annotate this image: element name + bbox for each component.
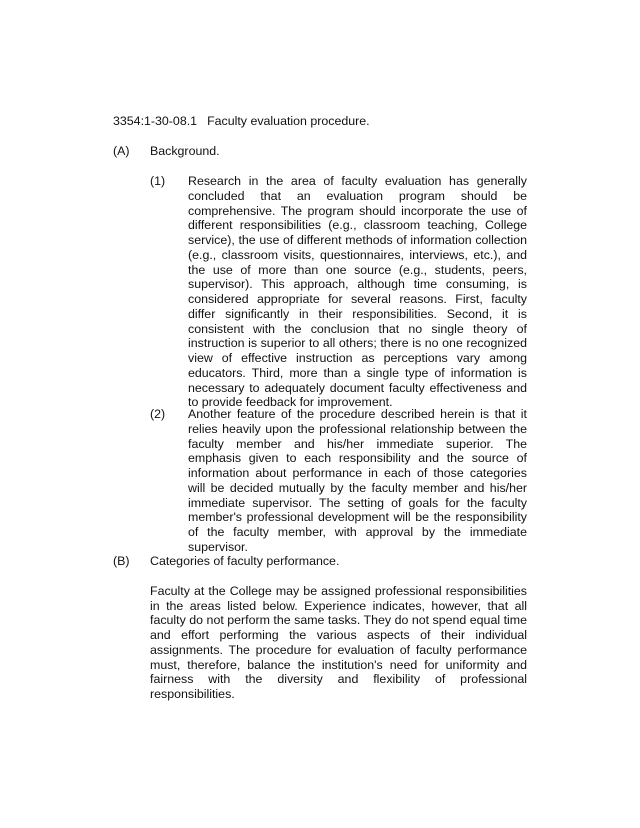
paragraph-a2-number: (2) xyxy=(150,407,166,421)
rule-number: 3354:1-30-08.1 xyxy=(113,114,198,128)
section-b-heading xyxy=(113,554,339,569)
paragraph-a1-number: (1) xyxy=(150,174,166,188)
section-a-marker: (A) xyxy=(113,144,130,158)
section-b-marker: (B) xyxy=(113,554,130,568)
rule-title-line xyxy=(113,114,370,129)
section-a-title: Background. xyxy=(150,144,220,158)
paragraph-a2-text: Another feature of the procedure described herein is that it relies heavily upon the professional relationship between the faculty member and his/her immediate superior. The emphasis given to each responsibility and the source of information about performance in each of those categories will be decided mutually by the faculty member and his/her immediate supervisor. The setting of goals for the faculty member's professional development will be the responsibility of the faculty member, with approval by the immediate supervisor. xyxy=(188,407,527,554)
rule-title: Faculty evaluation procedure. xyxy=(207,114,370,128)
section-a-heading xyxy=(113,144,220,159)
paragraph-a1-text: Research in the area of faculty evaluation has generally concluded that an evaluation program should be comprehensive. The program should incorporate the use of different responsibilities (e.g., classroom teaching, College service), the use of different methods of information collection (e.g., classroom visits, questionnaires, interviews, etc.), and the use of more than one source (e.g., students, peers, supervisor). This approach, although time consuming, is considered appropriate for several reasons. First, faculty differ significantly in their responsibilities. Second, it is consistent with the conclusion that no single theory of instruction is superior to all others; there is no one recognized view of effective instruction as perceptions vary among educators. Third, more than a single type of information is necessary to adequately document faculty effectiveness and to provide feedback for improvement. xyxy=(188,174,527,410)
section-b-body: Faculty at the College may be assigned professional responsibilities in the areas listed below. Experience indicates, however, that all faculty do not perform the same tasks. They do not spend equal time and effort performing the various aspects of their individual assignments. The procedure for evaluation of faculty performance must, therefore, balance the institution's need for uniformity and fairness with the diversity and flexibility of professional responsibilities. xyxy=(150,584,527,701)
section-b-title: Categories of faculty performance. xyxy=(150,554,340,568)
